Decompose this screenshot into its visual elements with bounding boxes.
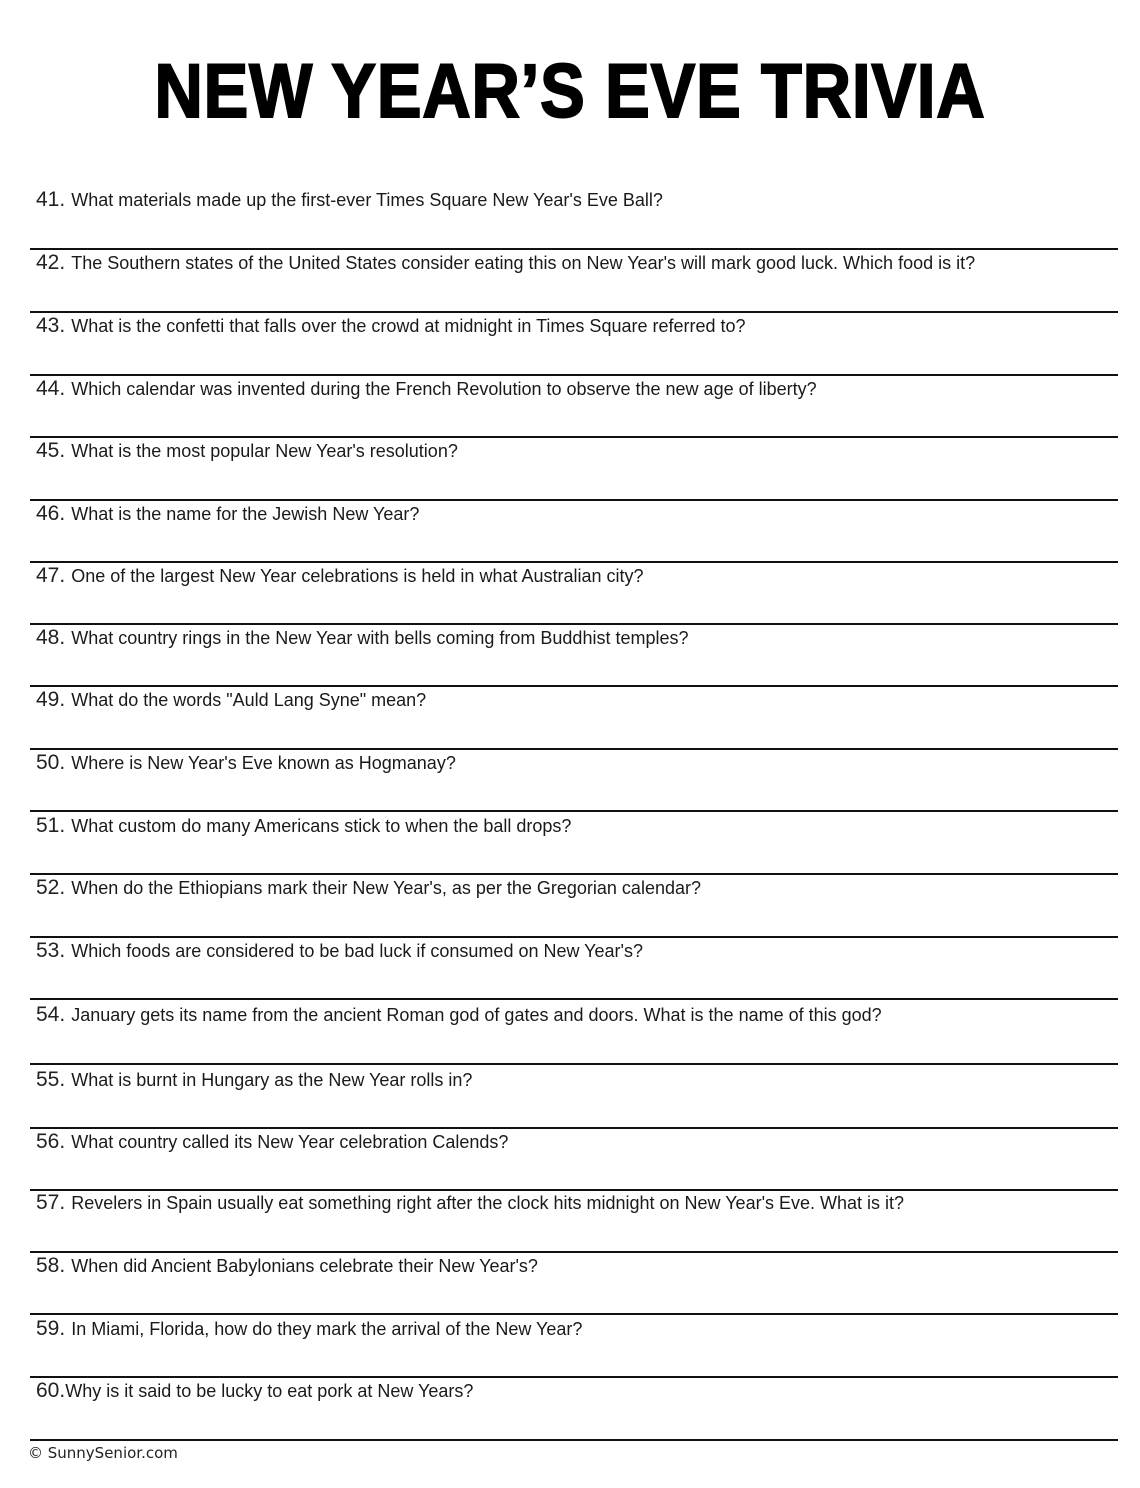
question-item [36, 564, 644, 588]
question-item [36, 251, 975, 275]
answer-line [30, 998, 1118, 1000]
page-title: NEW YEAR’S EVE TRIVIA [154, 49, 986, 134]
question-number: 48. [36, 626, 66, 649]
question-item [36, 1191, 904, 1215]
question-item [36, 1003, 882, 1027]
question-item [36, 1317, 582, 1341]
question-item [36, 939, 643, 963]
question-item [36, 876, 701, 900]
question-number: 55. [36, 1068, 66, 1091]
question-item [36, 688, 426, 712]
question-text: What country rings in the New Year with bells coming from Buddhist temples? [71, 628, 689, 648]
question-number: 59. [36, 1317, 66, 1340]
question-number: 46. [36, 502, 66, 525]
question-item [36, 1379, 473, 1403]
question-number: 43. [36, 314, 66, 337]
question-number: 50. [36, 751, 66, 774]
question-item [36, 188, 663, 212]
question-text: Revelers in Spain usually eat something right after the clock hits midnight on New Year's Eve. What is it? [71, 1193, 905, 1213]
question-number: 56. [36, 1130, 66, 1153]
question-text: What is burnt in Hungary as the New Year rolls in? [71, 1070, 473, 1090]
question-number: 41. [36, 188, 66, 211]
copyright-footer: © SunnySenior.com [28, 1444, 178, 1462]
question-text: When do the Ethiopians mark their New Year's, as per the Gregorian calendar? [71, 878, 701, 898]
question-number: 47. [36, 564, 66, 587]
answer-line [30, 1313, 1118, 1315]
answer-line [30, 311, 1118, 313]
answer-line [30, 623, 1118, 625]
question-item [36, 1130, 508, 1154]
question-number: 58. [36, 1254, 66, 1277]
question-text: What custom do many Americans stick to when the ball drops? [71, 816, 572, 836]
question-text: When did Ancient Babylonians celebrate their New Year's? [71, 1256, 538, 1276]
answer-line [30, 561, 1118, 563]
answer-line [30, 873, 1118, 875]
question-item [36, 314, 746, 338]
question-number: 44. [36, 377, 66, 400]
question-text: What is the name for the Jewish New Year? [71, 504, 420, 524]
question-number: 57. [36, 1191, 66, 1214]
question-item [36, 1068, 472, 1092]
question-text: One of the largest New Year celebrations is held in what Australian city? [71, 566, 644, 586]
question-text: What materials made up the first-ever Times Square New Year's Eve Ball? [71, 190, 663, 210]
question-text: What is the most popular New Year's resolution? [71, 441, 458, 461]
question-item [36, 751, 456, 775]
answer-line [30, 248, 1118, 250]
answer-line [30, 810, 1118, 812]
question-item [36, 626, 689, 650]
question-text: What country called its New Year celebration Calends? [71, 1132, 509, 1152]
answer-line [30, 499, 1118, 501]
question-number: 54. [36, 1003, 66, 1026]
question-text: Where is New Year's Eve known as Hogmanay? [71, 753, 456, 773]
question-text: Why is it said to be lucky to eat pork at New Years? [65, 1381, 474, 1401]
answer-line [30, 936, 1118, 938]
question-number: 42. [36, 251, 66, 274]
question-text: Which calendar was invented during the French Revolution to observe the new age of liberty? [71, 379, 817, 399]
answer-line [30, 1439, 1118, 1441]
question-text: The Southern states of the United States consider eating this on New Year's will mark good luck. Which food is it? [71, 253, 976, 273]
question-number: 52. [36, 876, 66, 899]
question-text: Which foods are considered to be bad luck if consumed on New Year's? [71, 941, 643, 961]
answer-line [30, 436, 1118, 438]
question-item [36, 1254, 538, 1278]
question-item [36, 814, 571, 838]
question-item [36, 439, 458, 463]
question-number: 49. [36, 688, 66, 711]
question-text: What do the words "Auld Lang Syne" mean? [71, 690, 427, 710]
question-number: 51. [36, 814, 66, 837]
answer-line [30, 374, 1118, 376]
question-item [36, 377, 817, 401]
answer-line [30, 1127, 1118, 1129]
question-text: January gets its name from the ancient Roman god of gates and doors. What is the name of this god? [71, 1005, 882, 1025]
question-text: In Miami, Florida, how do they mark the arrival of the New Year? [71, 1319, 583, 1339]
answer-line [30, 1063, 1118, 1065]
question-number: 60. [36, 1379, 66, 1402]
answer-line [30, 685, 1118, 687]
answer-line [30, 748, 1118, 750]
answer-line [30, 1376, 1118, 1378]
answer-line [30, 1251, 1118, 1253]
question-item [36, 502, 419, 526]
question-number: 53. [36, 939, 66, 962]
question-number: 45. [36, 439, 66, 462]
question-text: What is the confetti that falls over the crowd at midnight in Times Square referred to? [71, 316, 746, 336]
